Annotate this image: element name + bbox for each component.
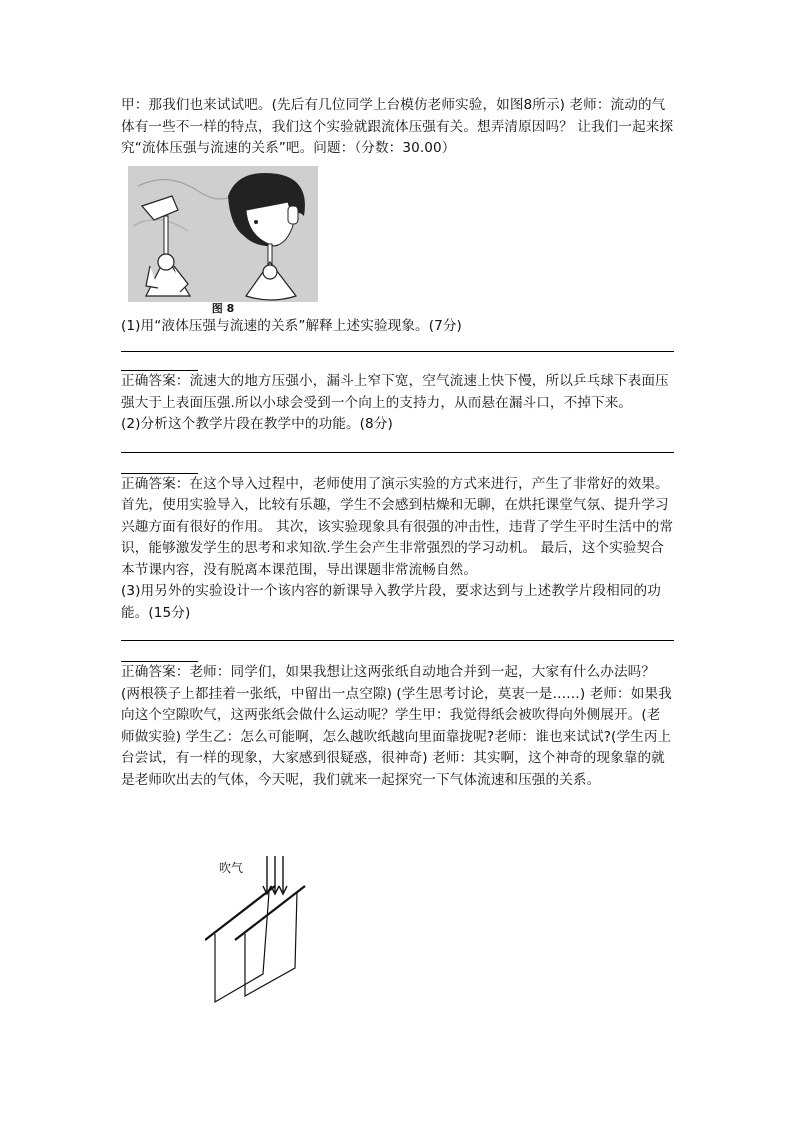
intro-paragraph: 甲：那我们也来试试吧。(先后有几位同学上台模仿老师实验，如图8所示) 老师：流动的气体有一些不一样的特点，我们这个实验就跟流体压强有关。想弄清原因吗？ 让我们一起来探究“流体压强与流速的关系”吧。问题：（分数：30.00） <box>121 97 674 156</box>
blow-label: 吹气 <box>219 861 244 875</box>
figure-8 <box>128 166 318 316</box>
answer-2: 正确答案：在这个导入过程中，老师使用了演示实验的方式来进行，产生了非常好的效果。 首先，使用实验导入，比较有乐趣，学生不会感到枯燥和无聊，在烘托课堂气氛、提升学习兴趣方面有很好的作用。 其次，该实验现象具有很强的冲击性，违背了学生平时生活中的常识，能够激发学生的思考和求知欲.学生会产生非常强烈的学习动机。 最后，这个实验契合本节课内容，没有脱离本课范围，导出课题非常流畅自然。 <box>121 475 674 578</box>
figure-8-photo <box>128 166 318 302</box>
question-3: (3)用另外的实验设计一个该内容的新课导入教学片段，要求达到与上述教学片段相同的功能。(15分) <box>121 583 661 621</box>
question-1: (1)用“液体压强与流速的关系”解释上述实验现象。(7分) <box>121 317 462 334</box>
figure-8-caption: 图 8 <box>211 301 235 315</box>
answer-3: 正确答案：老师：同学们，如果我想让这两张纸自动地合并到一起，大家有什么办法吗？(两根筷子上都挂着一张纸，中留出一点空隙) (学生思考讨论，莫衷一是……) 老师：如果我向这个空隙吹气，这两张纸会做什么运动呢？学生甲：我觉得纸会被吹得向外侧展开。(老师做实验) 学生乙：怎么可能啊，怎么越吹纸越向里面靠拢呢?老师：谁也来试试?(学生丙上台尝试，有一样的现象，大家感到很疑惑，很神奇) 老师：其实啊，这个神奇的现象靠的就是老师吹出去的气体，今天呢，我们就来一起探究一下气体流速和压强的关系。 <box>121 664 672 788</box>
answer-1: 正确答案：流速大的地方压强小，漏斗上窄下宽，空气流速上快下慢，所以乒乓球下表面压强大于上表面压强.所以小球会受到一个向上的支持力，从而悬在漏斗口，不掉下来。 <box>121 373 669 411</box>
paper-blowing-figure <box>205 848 315 1008</box>
question-2: (2)分析这个教学片段在教学中的功能。(8分) <box>121 416 393 432</box>
two-papers-illustration <box>205 848 315 1008</box>
document-body <box>121 95 674 791</box>
funnel-experiment-illustration <box>128 166 318 302</box>
